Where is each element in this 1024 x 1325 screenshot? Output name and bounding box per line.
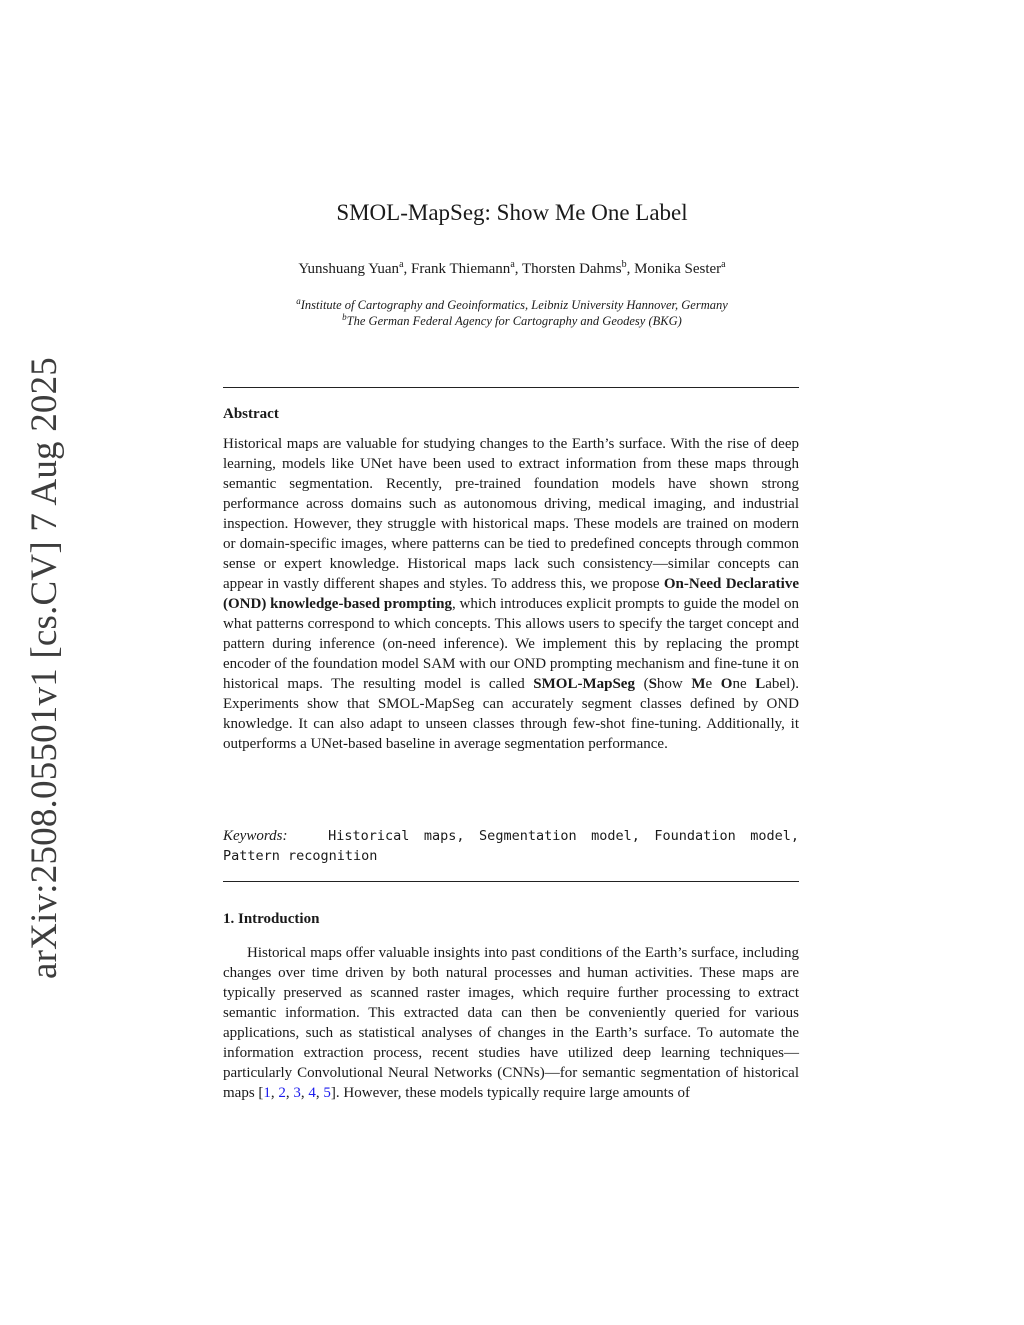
keywords-text: Historical maps, Segmentation model, Foundation model, Pattern recognition: [223, 828, 799, 864]
abstract-text: Historical maps are valuable for studying changes to the Earth’s surface. With the rise of deep learning, models like UNet have been used to extract information from these maps through semantic segmentation. Recently, pre-trained foundation models have shown strong performance across domains such as autonomous driving, medical imaging, and industrial inspection. However, they struggle with historical maps. These models are trained on modern or domain-specific images, where patterns can be tied to predefined concepts through common sense or expert knowledge. Historical maps lack such consistency—similar concepts can appear in vastly different shapes and styles. To address this, we propose: [223, 436, 799, 592]
author-affil-mark: b: [621, 259, 627, 270]
abstract-top-rule: [223, 387, 799, 388]
citation-separator: ,: [270, 1085, 279, 1101]
author-affil-mark: a: [399, 259, 404, 270]
model-name: SMOL-MapSeg: [533, 676, 635, 692]
abstract-text: , which introduces explicit prompts to guide the model on what patterns correspond to which concepts. This allows users to specify the target concept and pattern during inference (on-need inference). We implement this by replacing the prompt encoder of the foundation model SAM with our OND prompting mechanism and fine-tune it on historical maps. The resulting model is called: [223, 596, 799, 692]
acronym-letter: S: [648, 676, 657, 692]
citation-link[interactable]: 5: [323, 1085, 331, 1101]
acronym-letter: M: [691, 676, 706, 692]
author-list: Yunshuang Yuan$^a$, Frank Thiemann$^a$, Thorsten Dahms$^b$, Monika Sester$^a$: [298, 259, 726, 277]
author-name: Frank Thiemann: [411, 261, 511, 277]
affiliation-text: The German Federal Agency for Cartography and Geodesy (BKG): [346, 314, 682, 329]
intro-text: Historical maps offer valuable insights into past conditions of the Earth’s surface, including changes over time driven by both natural processes and human activities. These maps are typically preserved as scanned raster images, which require further processing to extract semantic information. This extracted data can then be conveniently queried for various applications, such as statistical analyses of changes in the Earth’s surface. To automate the information extraction process, recent studies have utilized deep learning techniques—particularly Convolutional Neural Networks (CNNs)—for semantic segmentation of historical maps [: [223, 945, 799, 1101]
introduction-paragraph: [223, 943, 799, 1103]
citation-link[interactable]: 1: [263, 1085, 271, 1101]
abstract-bottom-rule: [223, 881, 799, 882]
abstract-text: ). Experiments show that SMOL-MapSeg can accurately segment classes defined by OND knowledge. It can also adapt to unseen classes through few-shot fine-tuning. Additionally, it outperforms a UNet-based baseline in average segmentation performance.: [223, 676, 799, 752]
keywords: [223, 826, 799, 866]
citation-link[interactable]: 3: [293, 1085, 301, 1101]
author-name: Monika Sester: [634, 261, 722, 277]
affiliation-mark: a: [296, 296, 301, 306]
arxiv-sidebar: [8, 357, 80, 979]
paper-title: SMOL-MapSeg: Show Me One Label: [336, 200, 688, 225]
citation-link[interactable]: 4: [308, 1085, 316, 1101]
acronym-text: how: [656, 676, 692, 692]
affiliation-a: [0, 296, 1024, 313]
keywords-label: Keywords:: [223, 828, 288, 844]
acronym-letter: L: [755, 676, 766, 692]
arxiv-id: arXiv:2508.05501v1 [cs.CV] 7 Aug 2025: [23, 357, 65, 979]
citation-separator: ,: [315, 1085, 324, 1101]
abstract-bold-term: On-Need Declarative (OND) knowledge-based prompting: [223, 576, 799, 612]
affiliation-b: [0, 312, 1024, 329]
affiliation-text: Institute of Cartography and Geoinformatics, Leibniz University Hannover, Germany: [300, 298, 728, 313]
abstract-heading: Abstract: [223, 406, 279, 422]
author-name: Yunshuang Yuan: [298, 261, 400, 277]
author-name: Thorsten Dahms: [522, 261, 622, 277]
acronym-text: e: [705, 676, 721, 692]
acronym-text: ne: [732, 676, 756, 692]
author-affil-mark: a: [721, 259, 726, 270]
intro-text: ]. However, these models typically require large amounts of: [330, 1085, 690, 1101]
abstract-body: [223, 434, 799, 754]
section-heading-introduction: 1. Introduction: [223, 911, 320, 927]
author-affil-mark: a: [510, 259, 515, 270]
citation-separator: ,: [285, 1085, 294, 1101]
citation-separator: ,: [300, 1085, 309, 1101]
citation-link[interactable]: 2: [278, 1085, 286, 1101]
acronym-text: (: [634, 676, 649, 692]
acronym-text: abel: [765, 676, 791, 692]
affiliation-mark: b: [342, 312, 347, 322]
acronym-letter: O: [720, 676, 733, 692]
